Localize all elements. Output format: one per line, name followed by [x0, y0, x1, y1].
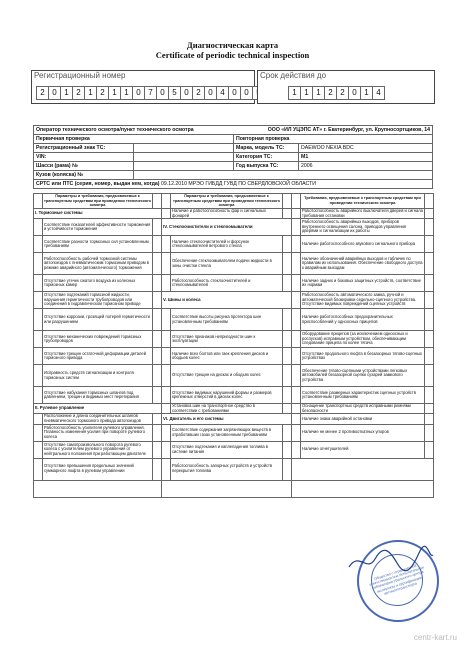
- watermark: centr-kart.ru: [413, 633, 457, 642]
- row-text: Наличие работоспособных предохранительных приспособлений у одноосных прицепов: [301, 309, 425, 331]
- row-number: [34, 387, 43, 404]
- row-mark: [425, 253, 434, 275]
- table-row: [34, 219, 434, 236]
- row-mark: [283, 458, 292, 480]
- row-text: Расположение и длина соединительных шлангов пневматического тормозного привода автопоездов: [43, 414, 153, 424]
- row-text: Отсутствие продольного люфта в беззазорных тягово-сцепных устройствах: [301, 348, 425, 365]
- signature-image: [345, 545, 435, 575]
- row-mark: [283, 309, 292, 331]
- valid-digit-cell: 1: [288, 86, 301, 100]
- row-mark: [153, 424, 162, 441]
- repeat-check: Повторная проверка: [234, 135, 433, 144]
- row-number: [292, 404, 301, 414]
- operator-row: [34, 126, 433, 135]
- category-value: M1: [299, 153, 433, 162]
- row-text: Соответствие содержания загрязняющих веществ в отработавших газах установленным требованиям: [171, 424, 283, 441]
- grid-header-num: [34, 194, 43, 209]
- table-row: [34, 414, 434, 424]
- row-number: [162, 309, 171, 331]
- row-mark: [425, 387, 434, 404]
- valid-digit-cell: 1: [360, 86, 373, 100]
- row-mark: [153, 309, 162, 331]
- grid-header-num: [162, 194, 171, 209]
- valid-digit-cell: 2: [324, 86, 337, 100]
- reg-digit-cell: 0: [180, 86, 193, 100]
- row-mark: [425, 424, 434, 441]
- row-text: Наличие и работоспособность фар и сигнальных фонарей: [171, 209, 283, 219]
- table-row: [34, 424, 434, 441]
- operator-label: Оператор технического осмотра/пункт технического осмотра: [36, 127, 194, 133]
- table-row: [34, 236, 434, 253]
- row-mark: [283, 331, 292, 348]
- row-number: [34, 441, 43, 458]
- valid-digit-cell: 4: [372, 86, 385, 100]
- row-number: [34, 458, 43, 480]
- row-text: Соответствие разности тормозных сил установленным требованиям: [43, 236, 153, 253]
- row-mark: [153, 236, 162, 253]
- row-mark: [425, 292, 434, 309]
- row-text: Отсутствие подтекания и каплепадения топлива в системе питания: [171, 441, 283, 458]
- body-value: [134, 171, 433, 180]
- row-number: [34, 331, 43, 348]
- row-text: Оборудование прицепов (за исключением одноосных и роспусков) исправным устройством, обеспечивающим следование прицепа по колее тягача: [301, 331, 425, 348]
- row-mark: [425, 365, 434, 387]
- card-title: [0, 40, 465, 60]
- row-number: [162, 253, 171, 275]
- doc-row: [34, 180, 433, 189]
- section-title: II. Рулевое управление: [34, 404, 162, 414]
- row-text: Установка шин на транспортное средство в соответствии с требованиями: [171, 404, 283, 414]
- row-mark: [283, 424, 292, 441]
- table-row: [34, 387, 434, 404]
- row-number: [292, 275, 301, 292]
- title-en: Certificate of periodic technical inspection: [155, 50, 310, 60]
- row-mark: [425, 348, 434, 365]
- row-number: [292, 331, 301, 348]
- reg-digit-cell: 0: [132, 86, 145, 100]
- row-number: [292, 441, 301, 458]
- row-text: Соответствие размерных характеристик сцепных устройств установленным требованиям: [301, 387, 425, 404]
- reg-digit-cell: 1: [108, 86, 121, 100]
- row-number: [162, 404, 171, 414]
- row-text: Отсутствие коррозии, грозящей потерей герметичности или разрушением: [43, 309, 153, 331]
- row-mark: [153, 331, 162, 348]
- reg-sign-label: Регистрационный знак ТС:: [34, 144, 134, 153]
- empty-cell: [34, 480, 162, 497]
- table-row: [34, 275, 434, 292]
- year-value: 2006: [299, 162, 433, 171]
- grid-header-mark: [283, 194, 292, 209]
- row-mark: [283, 348, 292, 365]
- row-mark: [425, 331, 434, 348]
- row-mark: [283, 253, 292, 275]
- row-number: [34, 365, 43, 387]
- grid-header-num: [292, 194, 301, 209]
- grid-header-params-3: Требования, предъявляемые к транспортным средствам при проведении технического осмотра: [301, 194, 425, 209]
- chassis-label: Шасси (рама) №: [34, 162, 134, 171]
- row-number: [292, 253, 301, 275]
- reg-digit-cell: 2: [36, 86, 49, 100]
- reg-sign-value: [134, 144, 234, 153]
- row-mark: [283, 387, 292, 404]
- row-mark: [153, 275, 162, 292]
- row-text: Отсутствие видимых нарушений формы и размеров крепежных отверстий в дисках колес: [171, 387, 283, 404]
- table-row: [34, 253, 434, 275]
- row-number: [162, 236, 171, 253]
- row-text: Работоспособность стеклоочистителей и стеклоомывателей: [171, 275, 283, 292]
- row-number: [162, 209, 171, 219]
- reg-number-label: Регистрационный номер: [34, 71, 126, 80]
- row-text: Обеспечение стеклоомывателем подачи жидкости в зоны очистки стекла: [171, 253, 283, 275]
- row-text: Наличие задних и боковых защитных устройств, соответствие их нормам: [301, 275, 425, 292]
- category-label: Категория ТС:: [234, 153, 299, 162]
- row-mark: [153, 365, 162, 387]
- row-mark: [153, 414, 162, 424]
- section-title: VI. Двигатель и его системы: [162, 414, 292, 424]
- row-text: Отсутствие превышения предельных значений суммарного люфта в рулевом управлении: [43, 458, 153, 480]
- valid-digit-cell: 1: [312, 86, 325, 100]
- row-number: [34, 424, 43, 441]
- chassis-value: [134, 162, 234, 171]
- row-mark: [425, 275, 434, 292]
- row-text: Исправность средств сигнализации и контроля тормозных систем: [43, 365, 153, 387]
- row-number: [34, 292, 43, 309]
- title-ru: Диагностическая карта: [186, 40, 279, 50]
- grid-header-params-1: Параметры и требования, предъявляемые к транспортным средствам при проведении технического осмотра: [44, 194, 151, 208]
- table-row: [34, 309, 434, 331]
- row-number: [292, 236, 301, 253]
- row-text: Работоспособность аварийных выходов, приборов внутреннего освещения салона, приводов управления дверями и сигнализации их работы: [301, 219, 425, 236]
- reg-digit-cell: 1: [60, 86, 73, 100]
- row-mark: [153, 292, 162, 309]
- row-mark: [425, 441, 434, 458]
- year-label: Год выпуска ТС:: [234, 162, 299, 171]
- row-text: Наличие работоспособного звукового сигнального прибора: [301, 236, 425, 253]
- doc-value: 09.12.2010 МРЭО ГИБДД ГУВД ПО СВЕРДЛОВСКОЙ ОБЛАСТИ: [161, 181, 317, 187]
- table-row: [34, 292, 434, 309]
- row-mark: [425, 209, 434, 219]
- row-text: Оснащение транспортных средств исправными ремнями безопасности: [301, 404, 425, 414]
- row-number: [292, 387, 301, 404]
- row-mark: [283, 404, 292, 414]
- reg-digit-cell: 0: [48, 86, 61, 100]
- valid-digit-cell: 0: [348, 86, 361, 100]
- reg-digit-cell: 2: [72, 86, 85, 100]
- row-text: Работоспособность запорных устройств и устройств перекрытия топлива: [171, 458, 283, 480]
- reg-number-digits: [36, 86, 288, 100]
- reg-digit-cell: 4: [216, 86, 229, 100]
- row-number: [34, 414, 43, 424]
- reg-digit-cell: 5: [168, 86, 181, 100]
- row-text: Работоспособность аварийного выключателя дверей и сигнала требования остановки: [302, 208, 423, 218]
- table-row: [34, 480, 434, 497]
- table-row: [34, 331, 434, 348]
- row-text: Отсутствие признаков непригодности шин к эксплуатации: [171, 331, 283, 348]
- reg-digit-cell: 0: [240, 86, 253, 100]
- row-mark: [153, 458, 162, 480]
- row-number: [34, 348, 43, 365]
- table-row: [34, 209, 434, 219]
- table-row: [34, 404, 434, 414]
- row-text: Наличие огнетушителей: [301, 441, 425, 458]
- grid-header-mark: [153, 194, 162, 209]
- row-mark: [153, 441, 162, 458]
- row-number: [162, 441, 171, 458]
- row-number: [292, 424, 301, 441]
- row-text: Отсутствие набухания тормозных шлангов под давлением, трещин и видимых мест перетирания: [43, 387, 153, 404]
- row-number: [292, 414, 301, 424]
- vin-label: VIN:: [34, 153, 134, 162]
- row-text: Наличие обозначений аварийных выходов и табличек по правилам их использования. Обеспечение свободного доступа к аварийным выходам: [301, 253, 425, 275]
- reg-digit-cell: 7: [144, 86, 157, 100]
- doc-label: СРТС или ПТС (серия, номер, выдан кем, когда): [36, 181, 160, 187]
- row-number: [162, 348, 171, 365]
- brand-label: Марка, модель ТС:: [234, 144, 299, 153]
- row-text: Наличие всех болтов или гаек крепления дисков и ободьев колес: [171, 348, 283, 365]
- row-text: Отсутствие утечек сжатого воздуха из колесных тормозных камер: [43, 275, 153, 292]
- row-mark: [425, 309, 434, 331]
- row-text: Работоспособность автоматического замка, ручной и автоматической блокировки седельно-сцепного устройства. Отсутствие видимых повреждений сцепных устройств: [301, 292, 425, 309]
- row-text: Обеспечение тягово-сцепными устройствами легковых автомобилей беззазорной сцепки сухарей замкового устройства: [301, 365, 425, 387]
- row-number: [34, 236, 43, 253]
- row-number: [162, 331, 171, 348]
- table-row: [34, 348, 434, 365]
- row-number: [162, 365, 171, 387]
- reg-digit-cell: 0: [156, 86, 169, 100]
- reg-digit-cell: 1: [84, 86, 97, 100]
- brand-value: DAEWOO NEXIA BDC: [299, 144, 433, 153]
- grid-header-params-2: Параметры и требования, предъявляемые к транспортным средствам при проведении технического осмотра: [171, 194, 283, 209]
- row-mark: [283, 365, 292, 387]
- row-text: Наличие знака аварийной остановки: [301, 414, 425, 424]
- row-text: Соответствие высоты рисунка протектора шин установленным требованиям: [171, 309, 283, 331]
- row-mark: [425, 236, 434, 253]
- row-number: [162, 424, 171, 441]
- stamp-text: Общество с ограниченной ответственностью Испытательная лаборатория Уральского центра экспертизы и сертификации автомототранспорта: [368, 563, 425, 596]
- row-text: Наличие стеклоочистителей и форсунок стеклоомывателей ветрового стекла: [171, 236, 283, 253]
- vehicle-info-table: [33, 125, 433, 189]
- row-text: Наличие не менее 2 противооткатных упоров: [301, 424, 425, 441]
- inspection-grid: [33, 193, 434, 498]
- table-row: [34, 458, 434, 480]
- row-mark: [153, 348, 162, 365]
- row-number: [292, 292, 301, 309]
- row-text: Отсутствие механических повреждений тормозных трубопроводов: [43, 331, 153, 348]
- valid-digit-cell: 2: [336, 86, 349, 100]
- row-number: [34, 253, 43, 275]
- table-row: [34, 365, 434, 387]
- row-text: Работоспособность рабочей тормозной системы автопоездов с пневматическим тормозным приводом в режиме аварийного (автоматического) торможения: [43, 253, 153, 275]
- primary-check: Первичная проверка: [34, 135, 234, 144]
- valid-digit-cell: 1: [300, 86, 313, 100]
- row-text: Отсутствие трещин остаточной деформации деталей тормозного привода: [43, 348, 153, 365]
- row-text: Отсутствие трещин на дисках и ободьях колес: [171, 365, 283, 387]
- row-number: [34, 219, 43, 236]
- grid-header-mark: [425, 194, 434, 209]
- section-title: V. Шины и колеса: [162, 292, 292, 309]
- row-number: [162, 275, 171, 292]
- operator-value: ООО «ИЛ УЦЭПС АТ» г. Екатеринбург, ул. Крупносортщиков, 14: [267, 127, 430, 133]
- row-text: Соответствие показателей эффективности торможения и устойчивости торможения: [43, 219, 153, 236]
- section-title: IV. Стеклоочистители и стеклоомыватели: [162, 219, 292, 236]
- body-label: Кузов (коляска) №: [34, 171, 134, 180]
- grid-header-row: [34, 194, 434, 209]
- row-text: Работоспособность усилителя рулевого управления. Плавность изменения усилия при повороте рулевого колеса: [43, 424, 153, 441]
- row-number: [292, 365, 301, 387]
- row-mark: [153, 253, 162, 275]
- row-number: [292, 309, 301, 331]
- empty-cell: [292, 458, 434, 480]
- valid-until-digits: [288, 86, 384, 100]
- row-mark: [283, 275, 292, 292]
- row-mark: [153, 219, 162, 236]
- row-text: Отсутствие самопроизвольного поворота рулевого колеса с усилителем рулевого управления от нейтрального положения при работающем двигателе: [43, 441, 153, 458]
- section-title: I. Тормозные системы: [34, 209, 162, 219]
- row-mark: [153, 387, 162, 404]
- reg-digit-cell: 0: [228, 86, 241, 100]
- row-mark: [425, 219, 434, 236]
- reg-digit-cell: 2: [96, 86, 109, 100]
- row-mark: [283, 236, 292, 253]
- row-number: [292, 348, 301, 365]
- row-mark: [425, 414, 434, 424]
- row-mark: [283, 209, 292, 219]
- empty-cell: [162, 480, 292, 497]
- row-number: [292, 219, 301, 236]
- reg-digit-cell: 0: [204, 86, 217, 100]
- row-number: [162, 387, 171, 404]
- table-row: [34, 441, 434, 458]
- row-number: [34, 309, 43, 331]
- row-text: Отсутствие подтеканий тормозной жидкости, нарушения герметичности трубопроводов или соединений в гидравлическом тормозном приводе: [43, 292, 153, 309]
- valid-until-label: Срок действия до: [260, 71, 327, 80]
- reg-digit-cell: 1: [120, 86, 133, 100]
- reg-digit-cell: 2: [192, 86, 205, 100]
- row-number: [34, 275, 43, 292]
- vin-value: [134, 153, 234, 162]
- row-mark: [425, 404, 434, 414]
- empty-cell: [292, 480, 434, 497]
- row-number: [292, 209, 301, 219]
- row-mark: [283, 441, 292, 458]
- row-number: [162, 458, 171, 480]
